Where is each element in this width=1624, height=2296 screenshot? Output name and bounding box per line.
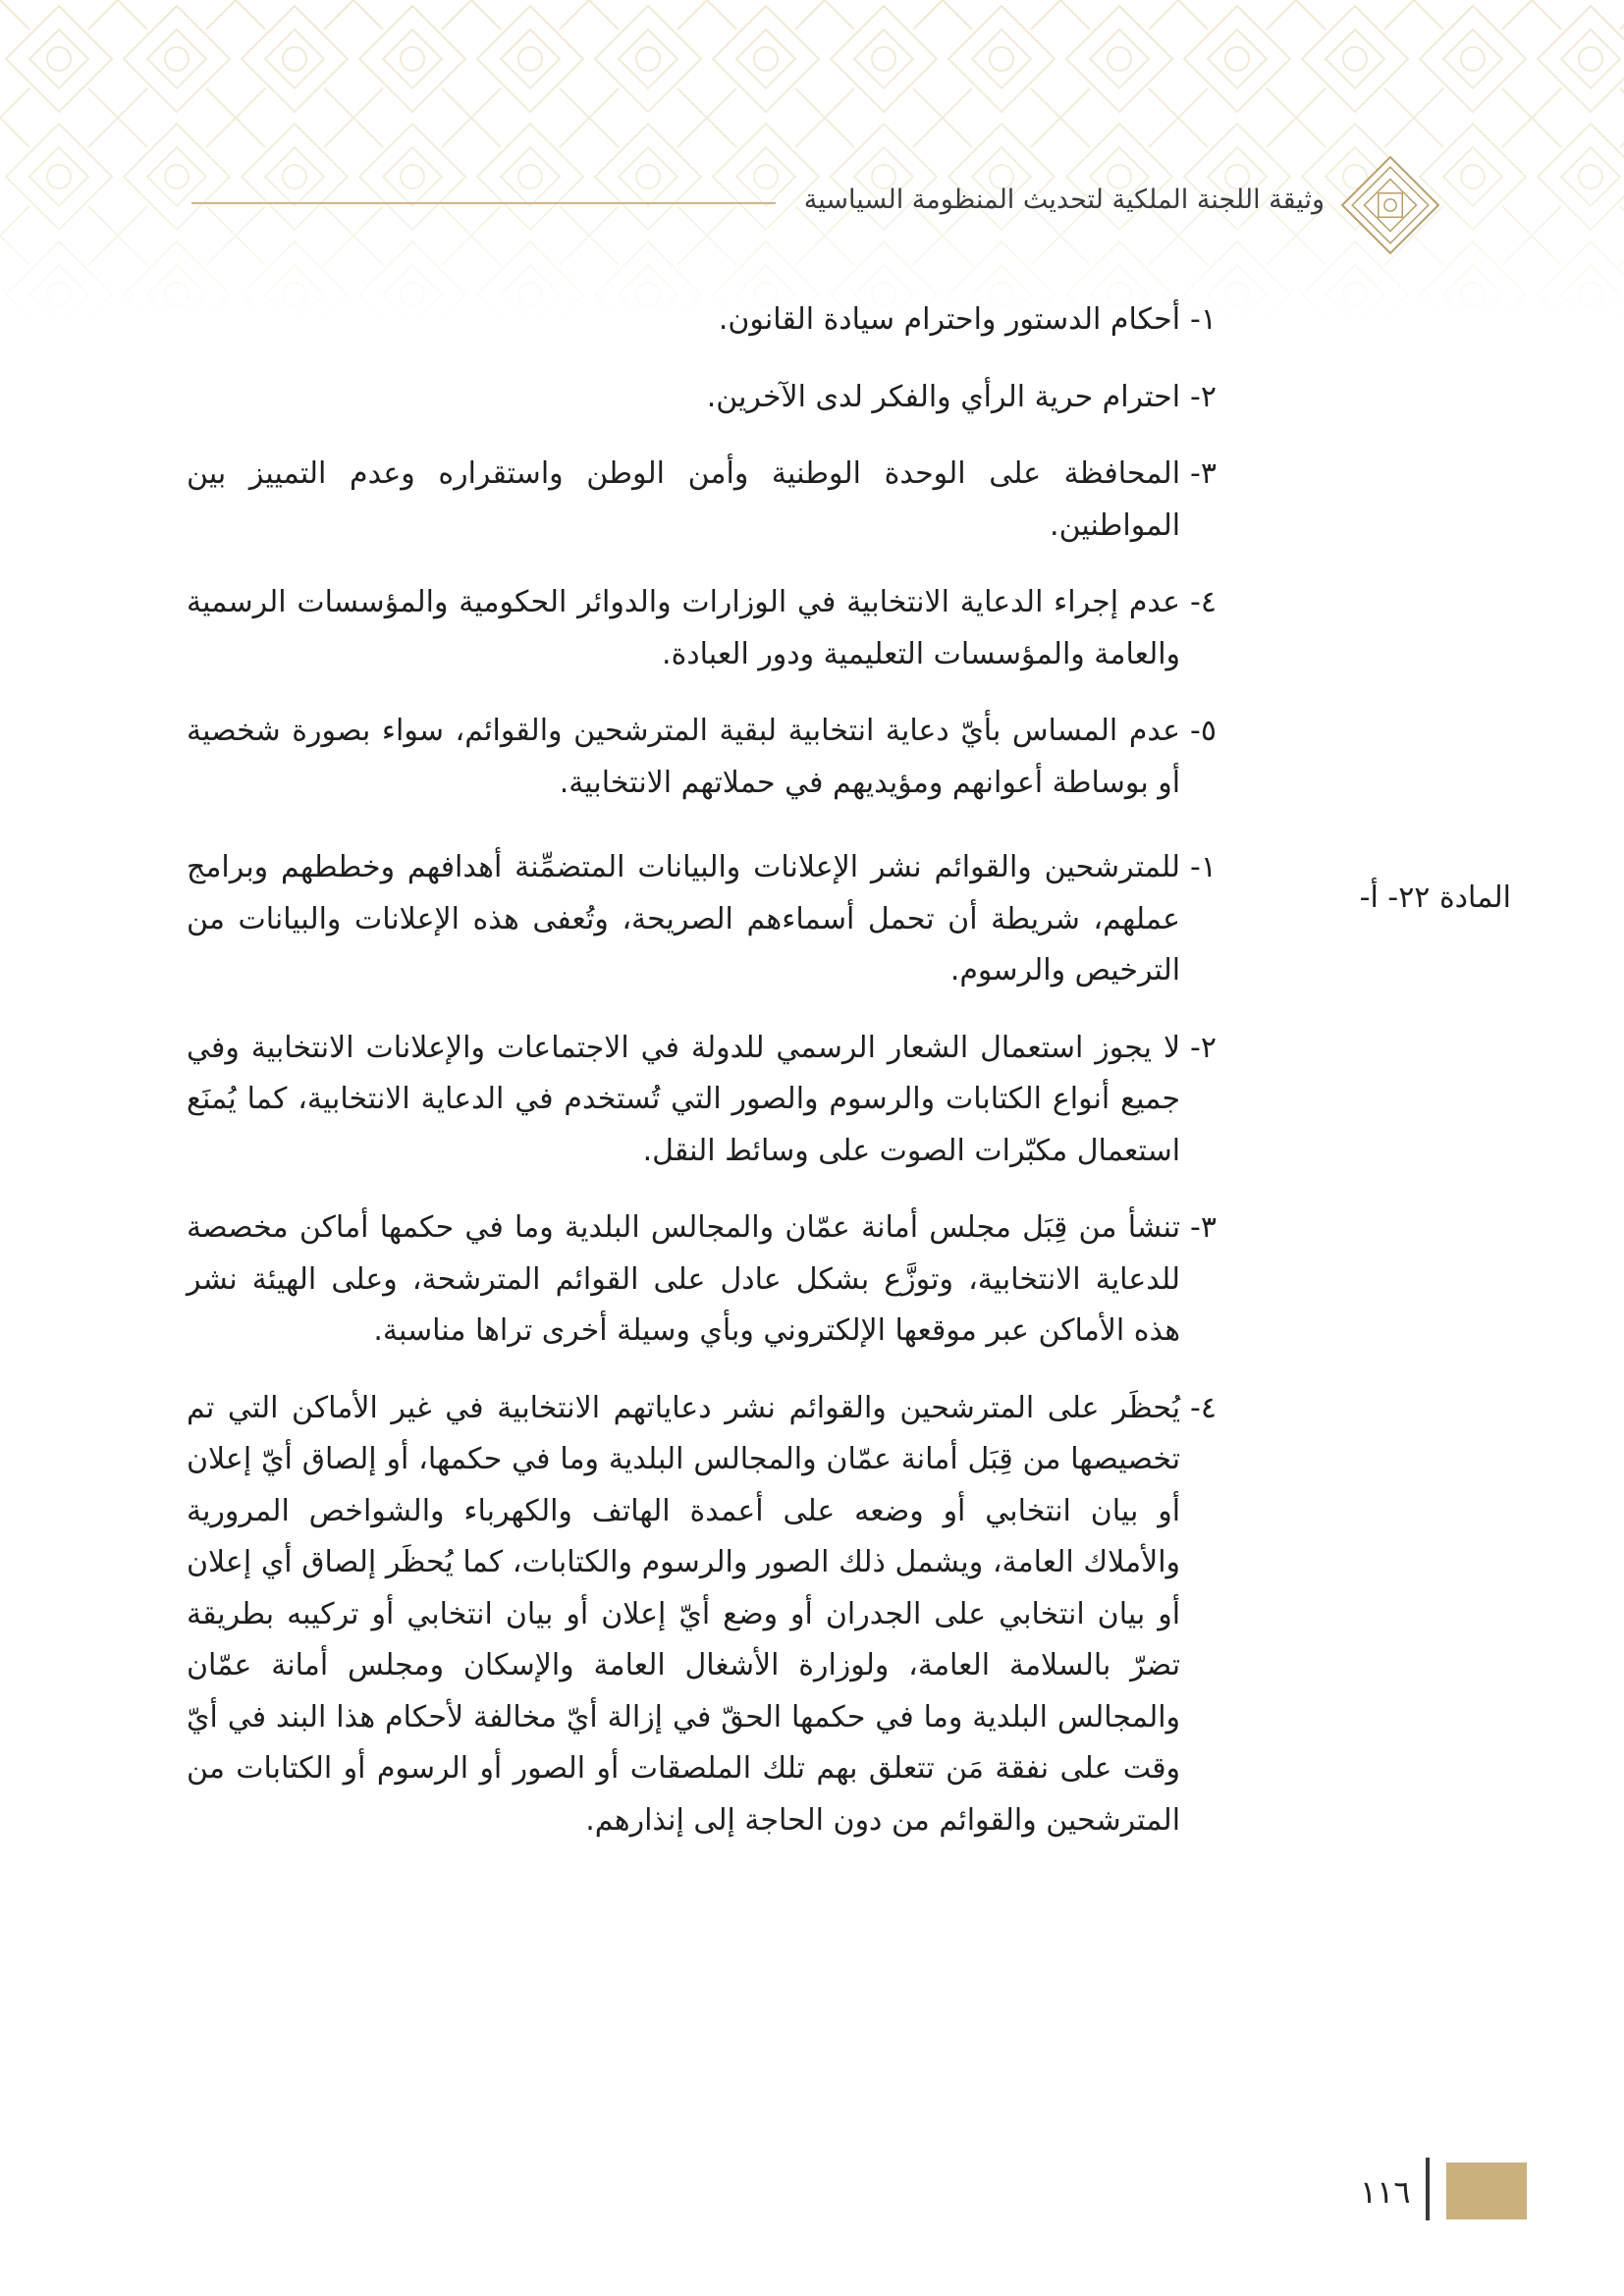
document-body [187,294,1217,1872]
item-text: للمترشحين والقوائم نشر الإعلانات والبيانات المتضمِّنة أهدافهم وخططهم وبرامج عملهم، شريطة أن تحمل أسماءهم الصريحة، وتُعفى هذه الإعلانات والبيانات من الترخيص والرسوم. [187,850,1181,988]
list-item [187,706,1217,809]
article-22-label: المادة ٢٢- أ- [1359,881,1511,915]
list-item [187,449,1217,552]
item-text: عدم إجراء الدعاية الانتخابية في الوزارات والدوائر الحكومية والمؤسسات الرسمية والعامة والمؤسسات التعليمية ودور العبادة. [187,585,1181,671]
list-item [187,372,1217,424]
diamond-emblem-icon [1340,155,1440,255]
page-number-divider [1426,2158,1430,2220]
item-number: ١- [1190,302,1217,337]
item-number: ٢- [1190,379,1217,414]
list-item [187,294,1217,347]
item-text: احترام حرية الرأي والفكر لدى الآخرين. [706,379,1181,414]
list-item [187,1202,1217,1358]
item-text: عدم المساس بأيّ دعاية انتخابية لبقية المترشحين والقوائم، سواء بصورة شخصية أو بوساطة أعوانهم ومؤيديهم في حملاتهم الانتخابية. [187,714,1181,800]
item-number: ١- [1190,850,1217,884]
page-number: ١١٦ [1360,2173,1411,2211]
item-text: تنشأ من قِبَل مجلس أمانة عمّان والمجالس البلدية وما في حكمها أماكن مخصصة للدعاية الانتخابية، وتوزَّع بشكل عادل على القوائم المترشحة، وعلى الهيئة نشر هذه الأماكن عبر موقعها الإلكتروني وبأي وسيلة أخرى تراها مناسبة. [187,1210,1181,1348]
item-text: المحافظة على الوحدة الوطنية وأمن الوطن واستقراره وعدم التمييز بين المواطنين. [187,456,1181,543]
document-title: وثيقة اللجنة الملكية لتحديث المنظومة السياسية [803,185,1325,215]
item-text: يُحظَر على المترشحين والقوائم نشر دعاياتهم الانتخابية في غير الأماكن التي تم تخصيصها من قِبَل أمانة عمّان والمجالس البلدية وما في حكمها، أو إلصاق أيّ إعلان أو بيان انتخابي أو وضعه على أعمدة الهاتف والكهرباء والشواخص المرورية والأملاك العامة، ويشمل ذلك الصور والرسوم والكتابات، كما يُحظَر إلصاق أي إعلان أو بيان انتخابي على الجدران أو وضع أيّ إعلان أو بيان انتخابي أو تركيبه بطريقة تضرّ بالسلامة العامة، ولوزارة الأشغال العامة والإسكان ومجلس أمانة عمّان والمجالس البلدية وما في حكمها الحقّ في إزالة أيّ مخالفة لأحكام هذا البند في أيّ وقت على نفقة مَن تتعلق بهم تلك الملصقات أو الصور أو الرسوم أو الكتابات من المترشحين والقوائم من دون الحاجة إلى إنذارهم. [187,1390,1181,1838]
item-text: لا يجوز استعمال الشعار الرسمي للدولة في الاجتماعات والإعلانات الانتخابية وفي جميع أنواع الكتابات والرسوم والصور التي تُستخدم في الدعاية الانتخابية، كما يُمنَع استعمال مكبّرات الصوت على وسائط النقل. [187,1030,1181,1168]
item-number: ٤- [1190,585,1217,619]
item-number: ٥- [1190,714,1217,748]
page-number-accent-box [1446,2163,1527,2219]
item-number: ٤- [1190,1390,1217,1425]
item-number: ٢- [1190,1030,1217,1065]
list-item [187,577,1217,680]
item-number: ٣- [1190,456,1217,491]
list-item [187,842,1217,997]
list-item [187,1383,1217,1847]
header-divider [191,202,776,204]
item-number: ٣- [1190,1210,1217,1245]
list-item [187,1023,1217,1178]
item-text: أحكام الدستور واحترام سيادة القانون. [718,302,1181,337]
